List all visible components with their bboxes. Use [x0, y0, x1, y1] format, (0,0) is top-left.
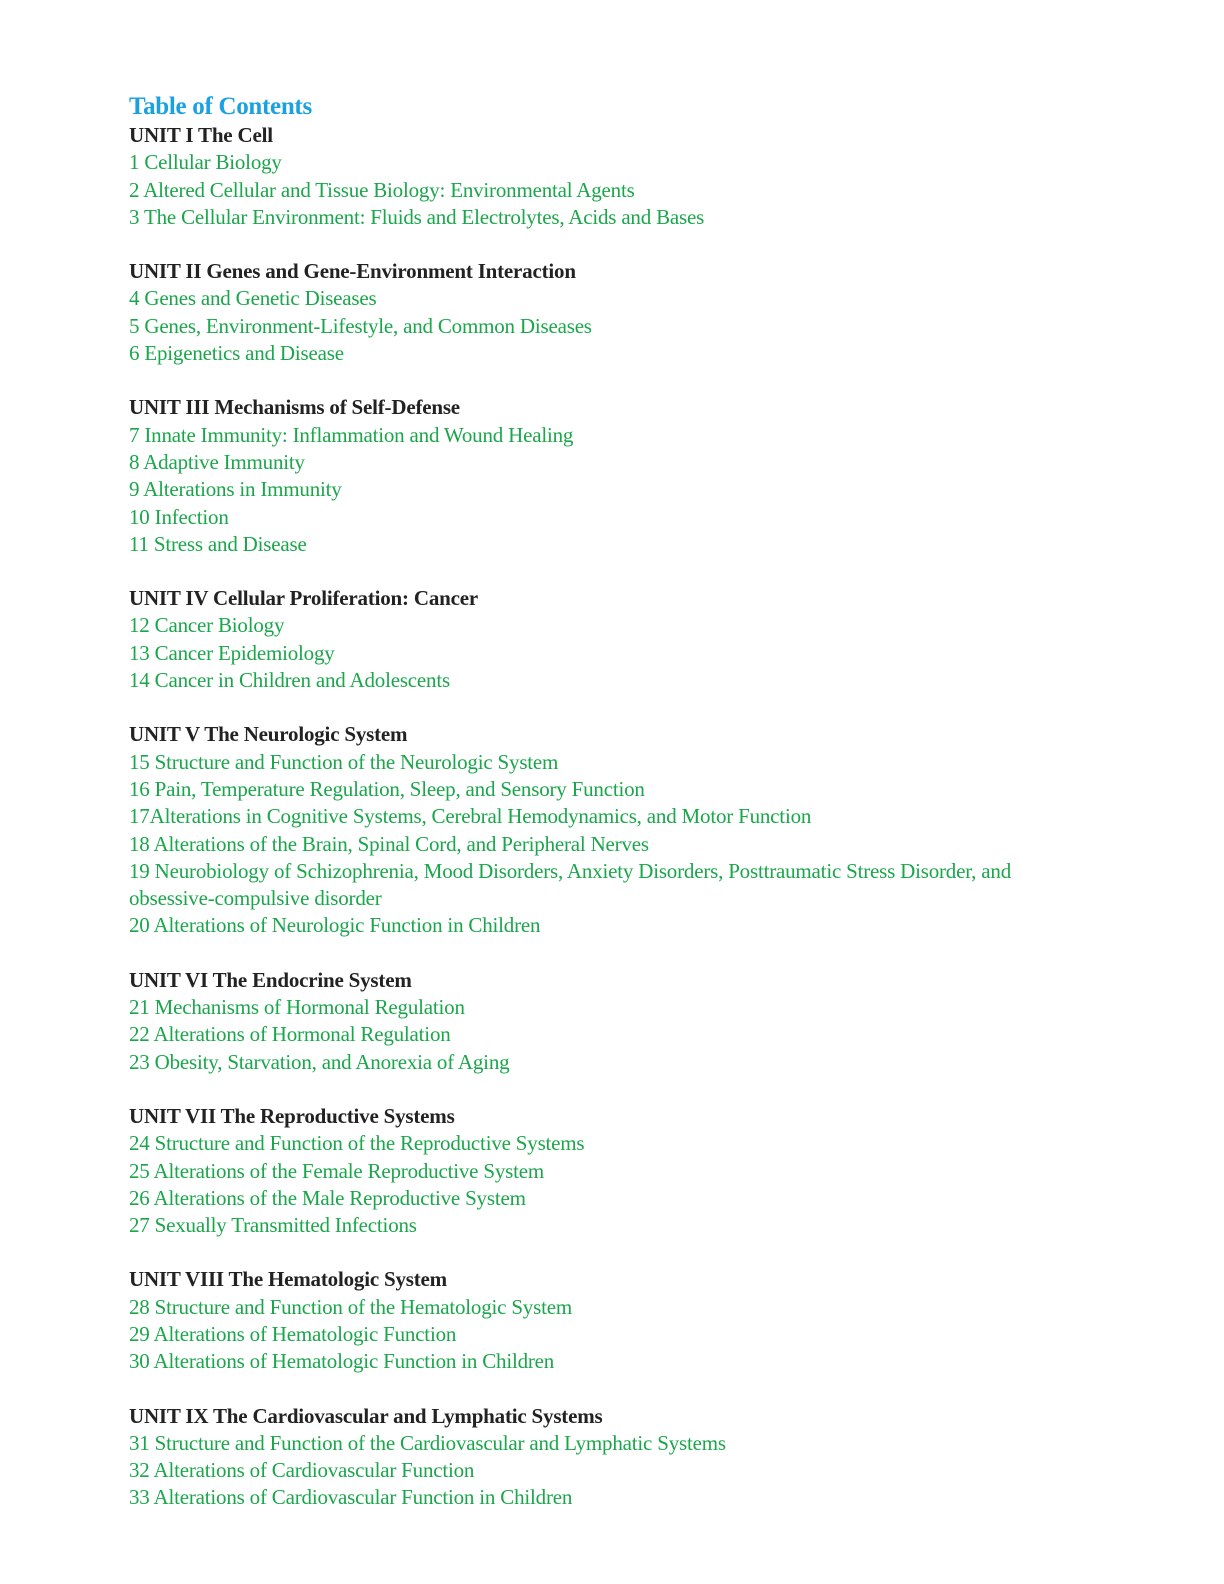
unit-5 [129, 721, 1129, 939]
unit-9 [129, 1403, 1129, 1512]
unit-heading: UNIT IV Cellular Proliferation: Cancer [129, 586, 478, 611]
chapter-link[interactable]: 5 Genes, Environment-Lifestyle, and Common Diseases [129, 313, 592, 338]
chapter-link[interactable]: 28 Structure and Function of the Hematologic System [129, 1294, 572, 1319]
unit-heading: UNIT I The Cell [129, 123, 273, 147]
chapter-link[interactable]: 7 Innate Immunity: Inflammation and Wound Healing [129, 422, 574, 447]
chapter-link[interactable]: 19 Neurobiology of Schizophrenia, Mood Disorders, Anxiety Disorders, Posttraumatic Stress Disorder, and obsessive-compulsive disorder [129, 858, 1012, 911]
chapter-link[interactable]: 18 Alterations of the Brain, Spinal Cord, and Peripheral Nerves [129, 831, 649, 856]
chapter-link[interactable]: 33 Alterations of Cardiovascular Function in Children [129, 1485, 573, 1510]
chapter-link[interactable]: 24 Structure and Function of the Reproductive Systems [129, 1131, 585, 1156]
unit-heading: UNIT V The Neurologic System [129, 722, 408, 747]
unit-3 [129, 394, 1129, 558]
chapter-link[interactable]: 32 Alterations of Cardiovascular Function [129, 1458, 475, 1483]
chapter-link[interactable]: 1 Cellular Biology [129, 150, 282, 175]
chapter-link[interactable]: 11 Stress and Disease [129, 531, 307, 556]
unit-8 [129, 1266, 1129, 1375]
table-of-contents [129, 92, 1129, 1512]
chapter-link[interactable]: 21 Mechanisms of Hormonal Regulation [129, 995, 465, 1020]
chapter-list [129, 149, 1129, 231]
chapter-link[interactable]: 30 Alterations of Hematologic Function in Children [129, 1349, 555, 1374]
chapter-link[interactable]: 23 Obesity, Starvation, and Anorexia of Aging [129, 1049, 510, 1074]
unit-2 [129, 258, 1129, 367]
chapter-link[interactable]: 16 Pain, Temperature Regulation, Sleep, and Sensory Function [129, 776, 645, 801]
chapter-list [129, 285, 1129, 367]
chapter-list [129, 1294, 1129, 1376]
chapter-list [129, 749, 1129, 940]
page-title: Table of Contents [129, 93, 312, 120]
unit-heading: UNIT IX The Cardiovascular and Lymphatic Systems [129, 1403, 603, 1428]
chapter-link[interactable]: 13 Cancer Epidemiology [129, 640, 335, 665]
unit-6 [129, 967, 1129, 1076]
chapter-link[interactable]: 27 Sexually Transmitted Infections [129, 1213, 417, 1238]
chapter-link[interactable]: 9 Alterations in Immunity [129, 477, 342, 502]
unit-heading: UNIT VIII The Hematologic System [129, 1267, 447, 1292]
chapter-link[interactable]: 25 Alterations of the Female Reproductive System [129, 1158, 544, 1183]
chapter-link[interactable]: 6 Epigenetics and Disease [129, 341, 344, 366]
unit-4 [129, 585, 1129, 694]
chapter-list [129, 1430, 1129, 1512]
chapter-list [129, 422, 1129, 558]
chapter-link[interactable]: 12 Cancer Biology [129, 613, 285, 638]
unit-heading: UNIT VII The Reproductive Systems [129, 1103, 455, 1128]
chapter-link[interactable]: 14 Cancer in Children and Adolescents [129, 668, 450, 693]
chapter-link[interactable]: 26 Alterations of the Male Reproductive System [129, 1185, 526, 1210]
chapter-link[interactable]: 2 Altered Cellular and Tissue Biology: Environmental Agents [129, 177, 635, 202]
chapter-link[interactable]: 20 Alterations of Neurologic Function in Children [129, 913, 541, 938]
chapter-link[interactable]: 17Alterations in Cognitive Systems, Cerebral Hemodynamics, and Motor Function [129, 804, 812, 829]
chapter-link[interactable]: 15 Structure and Function of the Neurologic System [129, 749, 559, 774]
chapter-link[interactable]: 8 Adaptive Immunity [129, 449, 305, 474]
chapter-link[interactable]: 31 Structure and Function of the Cardiovascular and Lymphatic Systems [129, 1430, 726, 1455]
chapter-link[interactable]: 10 Infection [129, 504, 229, 529]
chapter-list [129, 994, 1129, 1076]
unit-heading: UNIT VI The Endocrine System [129, 967, 412, 992]
chapter-link[interactable]: 3 The Cellular Environment: Fluids and Electrolytes, Acids and Bases [129, 204, 705, 229]
chapter-link[interactable]: 4 Genes and Genetic Diseases [129, 286, 377, 311]
unit-7 [129, 1103, 1129, 1239]
chapter-list [129, 1130, 1129, 1239]
chapter-link[interactable]: 22 Alterations of Hormonal Regulation [129, 1022, 451, 1047]
chapter-link[interactable]: 29 Alterations of Hematologic Function [129, 1321, 457, 1346]
unit-heading: UNIT III Mechanisms of Self-Defense [129, 395, 460, 420]
unit-heading: UNIT II Genes and Gene-Environment Interaction [129, 259, 576, 284]
unit-1 [129, 122, 1129, 231]
chapter-list [129, 612, 1129, 694]
